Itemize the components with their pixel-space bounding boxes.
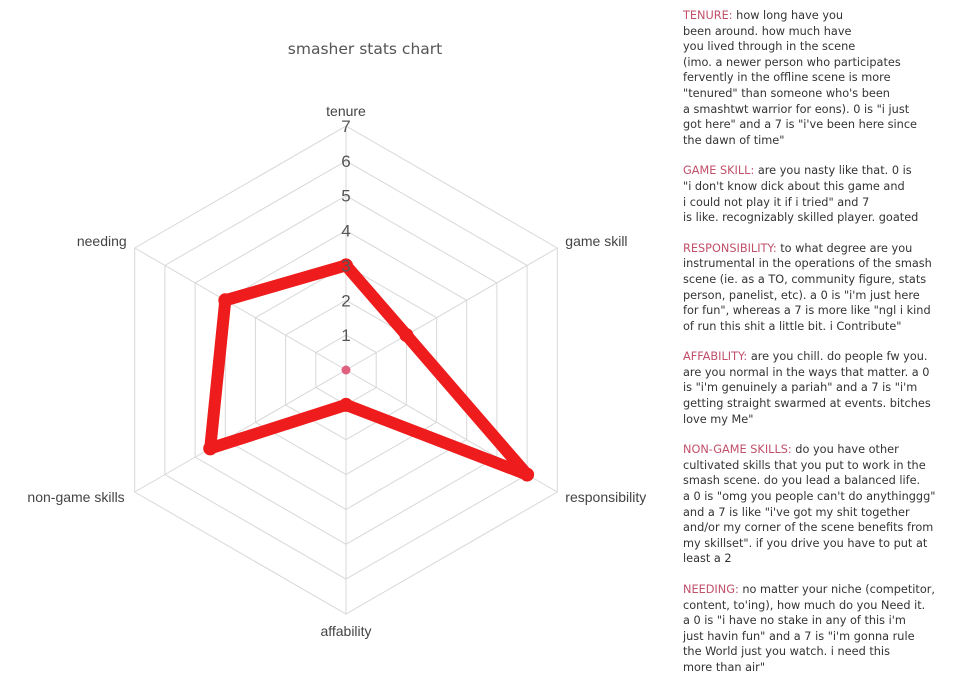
note-game-skill [683, 163, 953, 225]
axis-label-responsibility: responsibility [565, 489, 647, 505]
tick-label-6: 6 [341, 151, 351, 171]
axis-label-game-skill: game skill [565, 233, 628, 249]
series-point-affability [339, 398, 353, 412]
note-text: do you have other cultivated skills that you put to work in the smash scene. do you lead a balanced life. a 0 is "omg you people can't do anythinggg" and a 7 is like "i've got my shit together and/or my corner of the scene benefits from my skillset". if you drive you have to put at least a 2 [683, 443, 936, 566]
label-layer [27, 103, 646, 639]
note-key: TENURE: [683, 9, 733, 22]
tick-label-7: 7 [341, 117, 351, 136]
tick-label-4: 4 [341, 221, 351, 241]
series-layer [203, 258, 534, 481]
tick-label-2: 2 [341, 291, 351, 311]
note-text: are you chill. do people fw you. are you normal in the ways that matter. a 0 is "i'm genuinely a pariah" and a 7 is "i'm getting straight swarmed at events. bitches love my Me" [683, 350, 931, 426]
note-key: NON-GAME SKILLS: [683, 443, 792, 457]
tick-label-5: 5 [341, 186, 351, 206]
tick-label-1: 1 [341, 326, 351, 346]
axis-label-needing: needing [76, 233, 127, 249]
spoke-non-game-skills [135, 370, 346, 492]
series-point-game-skill [399, 328, 413, 342]
note-key: GAME SKILL: [683, 164, 755, 178]
note-text: are you nasty like that. 0 is "i don't know dick about this game and i could not play it if i tried" and 7 is like. recognizably skilled player. goated [683, 164, 919, 225]
note-non-game-skills [683, 442, 953, 567]
axis-label-tenure: tenure [326, 103, 366, 119]
note-tenure [683, 8, 953, 148]
note-key: RESPONSIBILITY: [683, 241, 777, 255]
note-key: NEEDING: [683, 583, 739, 596]
center-point [342, 366, 351, 375]
spoke-needing [135, 248, 346, 370]
axis-label-affability: affability [320, 623, 372, 639]
note-needing [683, 582, 953, 676]
series-point-non-game-skills [203, 441, 217, 455]
stat-definitions [683, 8, 953, 691]
axis-label-non-game-skills: non-game skills [27, 489, 125, 505]
series-outline-0 [210, 265, 527, 474]
note-text: to what degree are you instrumental in the operations of the smash scene (ie. as a TO, community figure, stats person, panelist, etc). a 0 is "i'm just here for fun", whereas a 7 is more like "ngl i kind of run this shit a little bit. i Contribute" [683, 241, 932, 333]
note-text: how long have you been around. how much have you lived through in the scene (imo. a newer person who participates fervently in the offline scene is more "tenured" than someone who's been a smashtwt warrior for eons). 0 is "i just got here" and a 7 is "i've been here since the dawn of time" [683, 9, 917, 147]
note-key: AFFABILITY: [683, 350, 748, 364]
series-point-responsibility [520, 468, 534, 482]
note-responsibility [683, 241, 953, 335]
chart-title: smasher stats chart [287, 40, 443, 58]
tick-label-3: 3 [341, 256, 351, 276]
series-point-needing [218, 293, 232, 307]
note-text: no matter your niche (competitor, content, to'ing), how much do you Need it. a 0 is "i have no stake in any of this i'm just havin fun" and a 7 is "i'm gonna rule the World just you watch. i need this more than air" [683, 583, 936, 674]
note-affability [683, 349, 953, 427]
